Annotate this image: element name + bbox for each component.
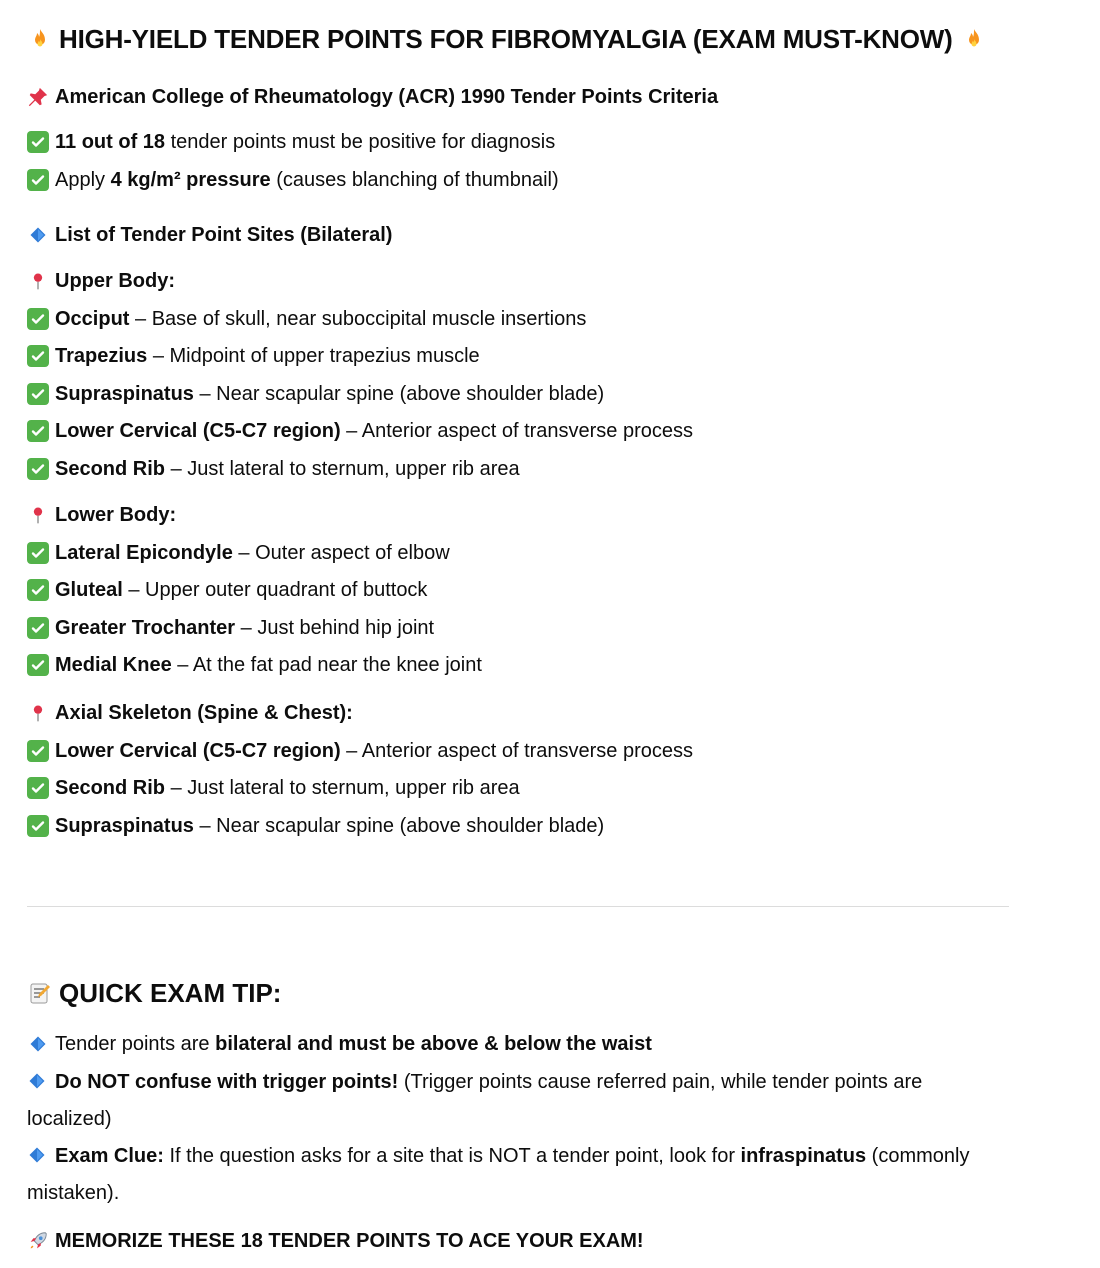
site-description: – Near scapular spine (above shoulder blade) — [193, 814, 605, 837]
site-name: Lateral Epicondyle — [55, 541, 233, 564]
tip1-bold: bilateral and must be above & below the waist — [215, 1032, 652, 1055]
rule1-text: tender points must be positive for diagnosis — [165, 130, 556, 153]
list-item — [27, 615, 434, 641]
rule2-prefix: Apply — [55, 168, 111, 191]
round-pushpin-icon — [27, 270, 49, 292]
tip-item-3 — [27, 1138, 1007, 1212]
criteria-heading-text: American College of Rheumatology (ACR) 1990 Tender Points Criteria — [55, 85, 719, 108]
group-heading — [27, 502, 176, 528]
check-icon — [27, 308, 49, 330]
round-pushpin-icon — [27, 504, 49, 526]
tip1-text: Tender points are — [55, 1032, 216, 1055]
list-item — [27, 813, 604, 839]
check-icon — [27, 777, 49, 799]
tip3-text-2: (commonly mistaken). — [27, 1145, 970, 1204]
round-pushpin-icon — [27, 702, 49, 724]
tip3-bold-2: infraspinatus — [740, 1145, 867, 1167]
site-description: – Anterior aspect of transverse process — [340, 739, 694, 762]
check-icon — [27, 345, 49, 367]
page-title-text: HIGH-YIELD TENDER POINTS FOR FIBROMYALGIA (EXAM MUST-KNOW) — [59, 23, 953, 54]
check-icon — [27, 815, 49, 837]
site-description: – Midpoint of upper trapezius muscle — [147, 344, 480, 367]
section-divider — [27, 906, 1009, 907]
site-name: Second Rib — [55, 776, 166, 799]
check-icon — [27, 169, 49, 191]
tip2-text: (Trigger points cause referred pain, while tender points are localized) — [27, 1071, 923, 1130]
site-name: Gluteal — [55, 578, 123, 601]
footer-callout — [27, 1228, 644, 1254]
group-heading — [27, 268, 175, 294]
blue-diamond-icon — [27, 224, 49, 246]
site-name: Trapezius — [55, 344, 148, 367]
group-heading-text: Upper Body: — [55, 269, 175, 292]
check-icon — [27, 383, 49, 405]
tip2-bold: Do NOT confuse with trigger points! — [55, 1071, 399, 1093]
site-description: – Upper outer quadrant of buttock — [122, 578, 428, 601]
check-icon — [27, 579, 49, 601]
quick-tip-heading-text: QUICK EXAM TIP: — [59, 977, 282, 1008]
blue-diamond-icon — [27, 1067, 49, 1089]
site-description: – Just lateral to sternum, upper rib area — [165, 457, 520, 480]
fire-icon — [27, 26, 53, 52]
fire-icon — [961, 26, 987, 52]
criteria-rule-2 — [27, 167, 559, 193]
sites-heading-text: List of Tender Point Sites (Bilateral) — [55, 223, 393, 246]
site-name: Second Rib — [55, 457, 166, 480]
site-description: – At the fat pad near the knee joint — [171, 653, 482, 676]
site-name: Lower Cervical (C5-C7 region) — [55, 419, 341, 442]
site-name: Lower Cervical (C5-C7 region) — [55, 739, 341, 762]
tip3-bold: Exam Clue: — [55, 1145, 164, 1167]
rule2-text: (causes blanching of thumbnail) — [270, 168, 559, 191]
quick-tip-heading — [27, 976, 281, 1010]
pushpin-icon — [27, 86, 49, 108]
list-item — [27, 456, 520, 482]
site-description: – Just lateral to sternum, upper rib area — [165, 776, 520, 799]
site-description: – Near scapular spine (above shoulder blade) — [193, 382, 605, 405]
memo-icon — [27, 980, 53, 1006]
site-name: Occiput — [55, 307, 130, 330]
check-icon — [27, 740, 49, 762]
footer-callout-text: MEMORIZE THESE 18 TENDER POINTS TO ACE YOUR EXAM! — [55, 1229, 644, 1252]
list-item — [27, 343, 480, 369]
check-icon — [27, 420, 49, 442]
tip-item-1 — [27, 1031, 652, 1057]
list-item — [27, 418, 693, 444]
blue-diamond-icon — [27, 1033, 49, 1055]
list-item — [27, 738, 693, 764]
list-item — [27, 577, 427, 603]
group-heading-text: Lower Body: — [55, 503, 177, 526]
sites-heading — [27, 222, 392, 248]
check-icon — [27, 458, 49, 480]
rule2-bold: 4 kg/m² pressure — [110, 168, 271, 191]
list-item — [27, 775, 520, 801]
group-heading-text: Axial Skeleton (Spine & Chest): — [55, 701, 353, 724]
criteria-heading — [27, 84, 718, 110]
list-item — [27, 540, 450, 566]
tip3-text: If the question asks for a site that is NOT a tender point, look for — [163, 1145, 741, 1167]
blue-diamond-icon — [27, 1141, 49, 1163]
site-description: – Anterior aspect of transverse process — [340, 419, 694, 442]
site-name: Medial Knee — [55, 653, 172, 676]
site-name: Supraspinatus — [55, 814, 194, 837]
tip-item-2 — [27, 1064, 1007, 1138]
site-description: – Just behind hip joint — [235, 616, 435, 639]
check-icon — [27, 617, 49, 639]
group-heading — [27, 700, 353, 726]
site-description: – Outer aspect of elbow — [232, 541, 450, 564]
check-icon — [27, 131, 49, 153]
list-item — [27, 381, 604, 407]
site-name: Supraspinatus — [55, 382, 194, 405]
page-title — [27, 22, 993, 56]
rocket-icon — [27, 1230, 49, 1252]
check-icon — [27, 542, 49, 564]
list-item — [27, 652, 482, 678]
check-icon — [27, 654, 49, 676]
rule1-bold: 11 out of 18 — [55, 130, 166, 153]
criteria-rule-1 — [27, 129, 555, 155]
list-item — [27, 306, 586, 332]
site-description: – Base of skull, near suboccipital muscle insertions — [129, 307, 587, 330]
site-name: Greater Trochanter — [55, 616, 236, 639]
